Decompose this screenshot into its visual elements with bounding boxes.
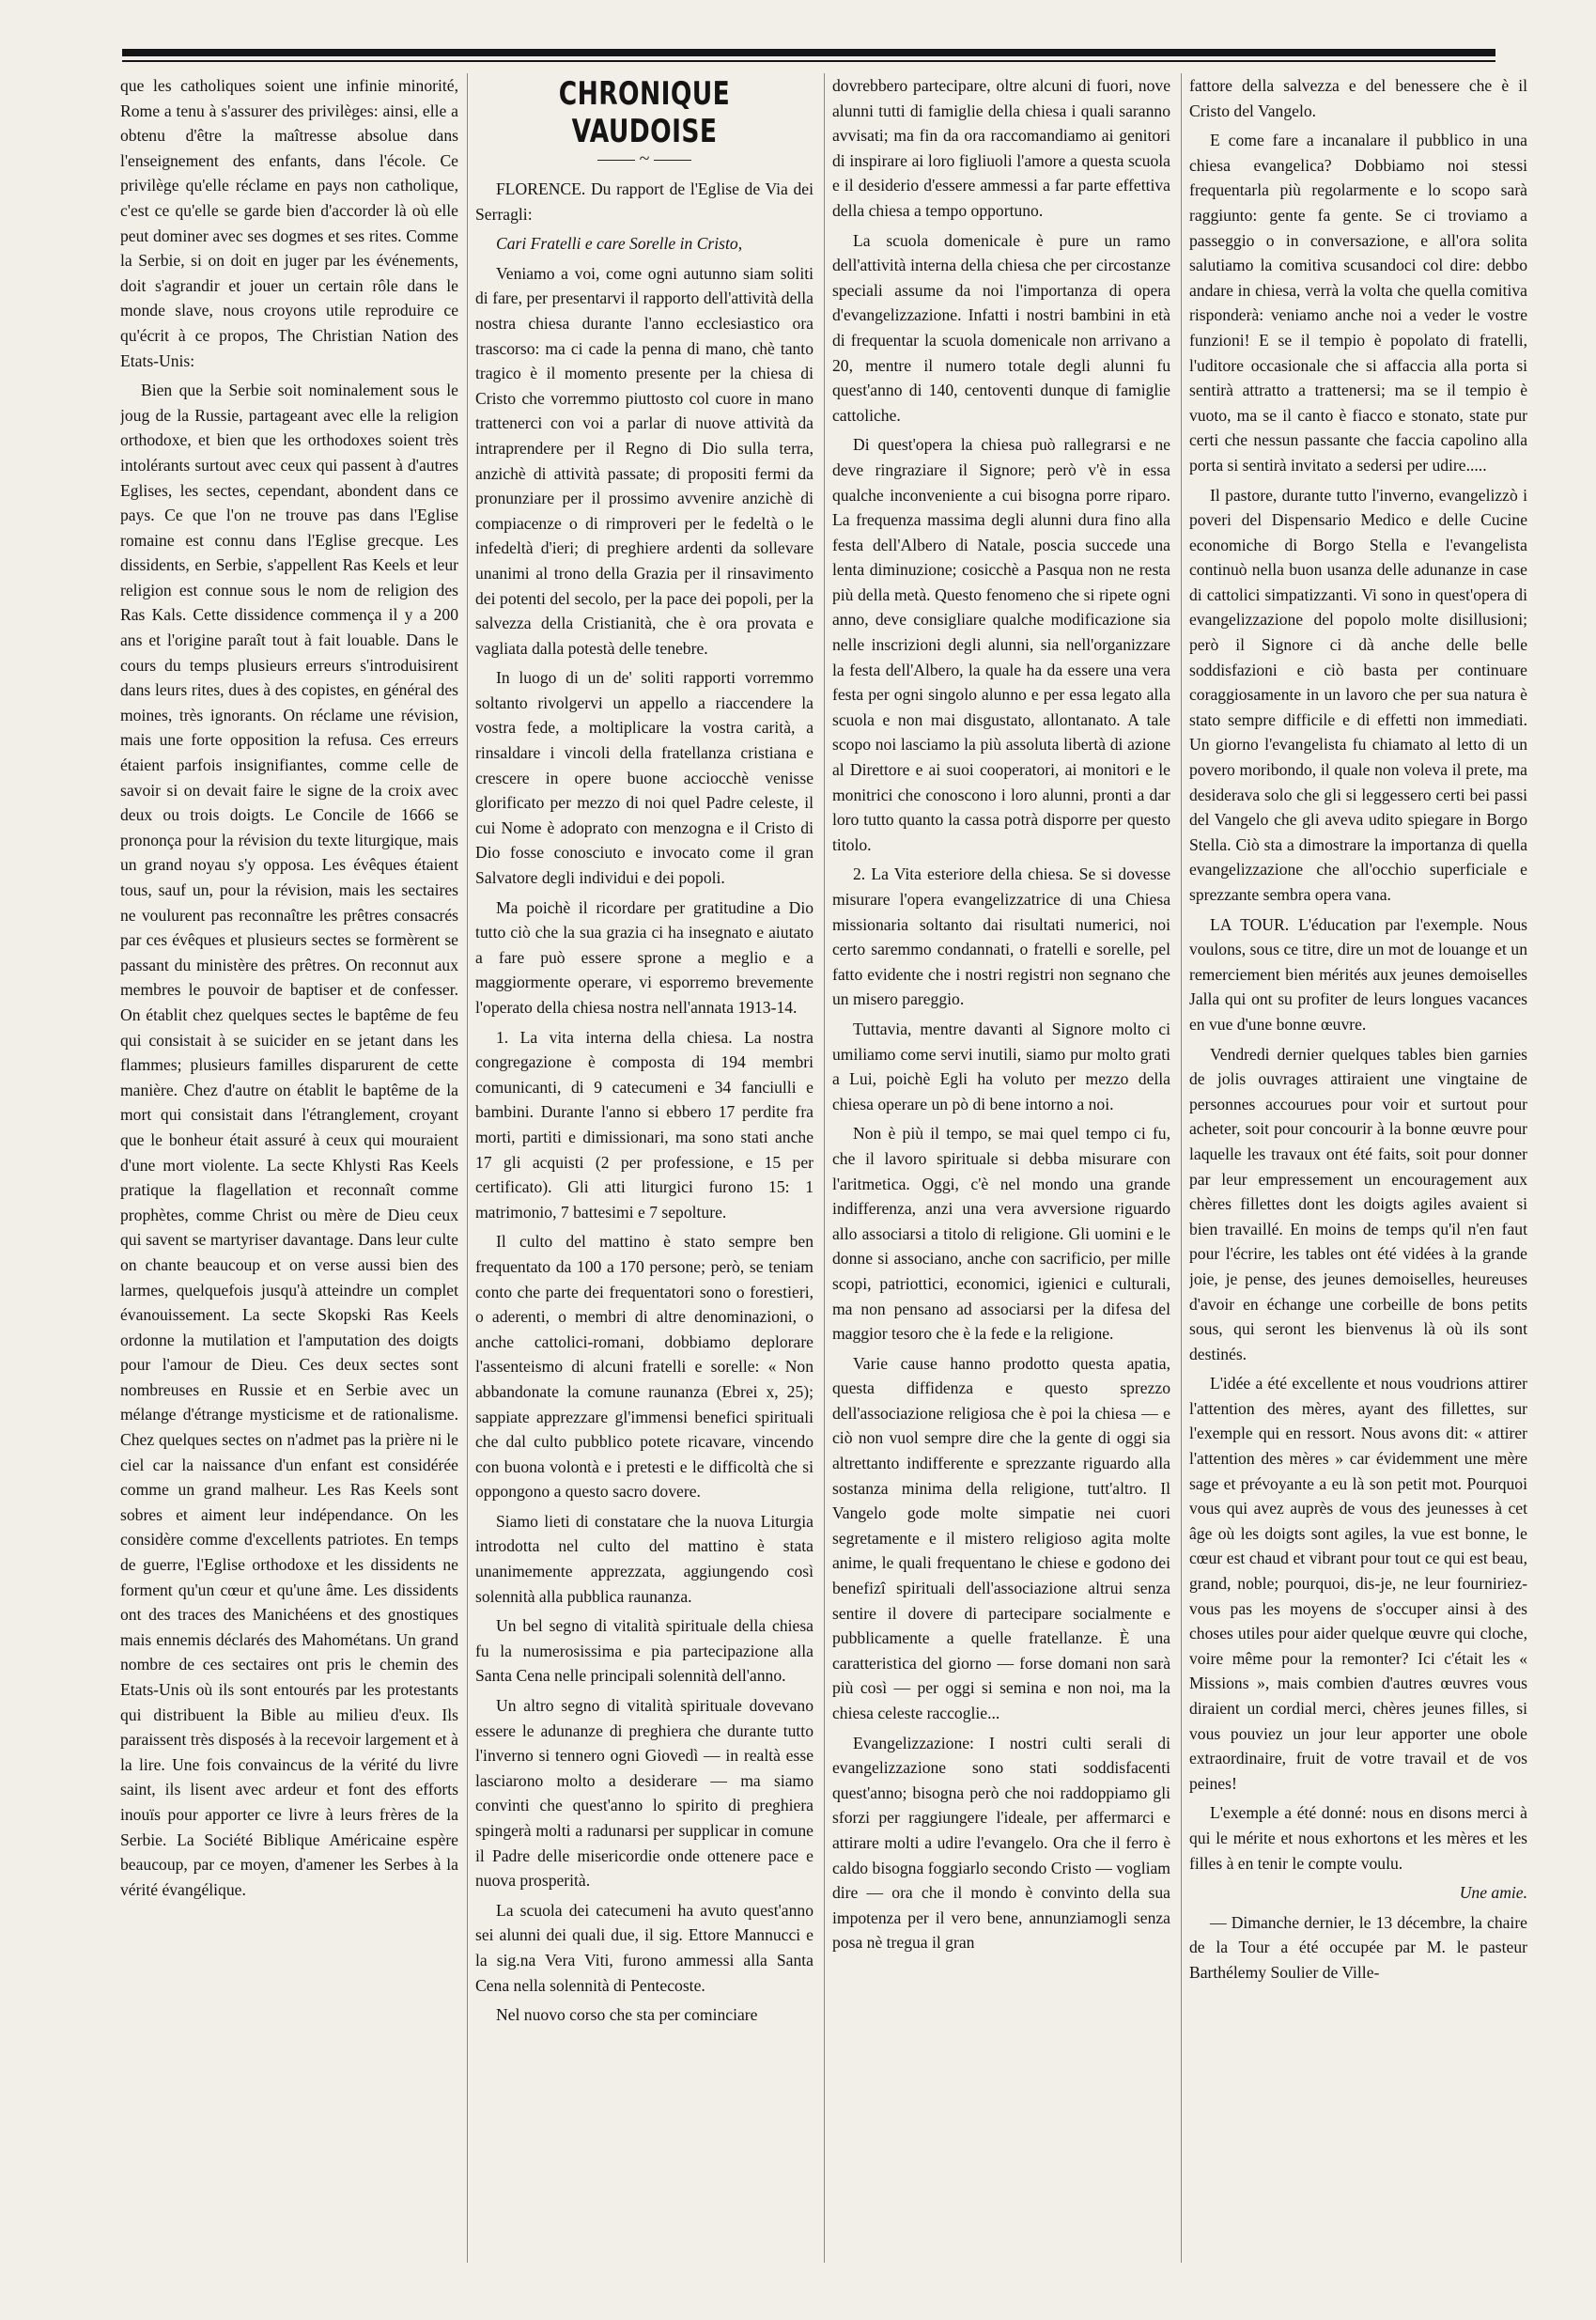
col3-paragraph: Evangelizzazione: I nostri culti serali di evangelizzazione sono stati soddisfacenti quest'anno; bisogna però che noi raddoppiamo gli sforzi per raggiungere l'ideale, per affermarci e attirare molti a udire l'evangelo. Ora che il ferro è caldo bisogna foggiarlo secondo Cristo — vogliam dire — ora che il mondo è convinto della sua impotenza per il vero bene, annunziamogli senza posa nè tregua il gran xyxy=(832,1733,1170,1953)
col2-paragraph: Un bel segno di vitalità spirituale della chiesa fu la numerosissima e pia partecipazione alla Santa Cena nelle principali solennità dell'anno. xyxy=(475,1616,813,1686)
col4-paragraph: Vendredi dernier quelques tables bien garnies de jolis ouvrages attiraient une vingtaine de personnes accourues pour voir et surtout pour acheter, soit pour concourir à la bonne œuvre pour laquelle les travaux ont été faits, soit pour donner par leur empressement un encouragement aux chères fillettes dont les doigts agiles avaient si bien travaillé. En moins de temps qu'il n'en faut pour l'écrire, les tables ont été vidées à la grande joie, je pense, des jeunes demoiselles, heureuses d'avoir en échange une corbeille de bons petits sous, qui seront les bienvenus là où ils sont destinés. xyxy=(1189,1044,1527,1363)
col2-paragraph: Veniamo a voi, come ogni autunno siam soliti di fare, per presentarvi il rapporto dell'attività della nostra chiesa durante l'anno ecclesiastico ora trascorso: ma ci cade la penna di mano, chè tanto tragico è il momento presente per la chiesa di Cristo che vorremmo piuttosto col cuore in mano trattenerci con voi a parlar di nuove attività da intraprendere per il Regno di Dio sulla terra, anzichè di attività passate; di propositi fermi da pronunziare per il prossimo avvenire anzichè di compiacenze o di rimproveri per le fedeltà o le infedeltà d'ieri; di preghiere ardenti da sollevare unanimi al trono della Grazia per il rinsavimento dei potenti del secolo, per la pace dei popoli, per la salvezza della Cristianità, che è ora provata e vagliata dalla potestà delle tenebre. xyxy=(475,263,813,658)
section-heading: CHRONIQUE VAUDOISE xyxy=(558,75,731,150)
col2-paragraph: 1. La vita interna della chiesa. La nostra congregazione è composta di 194 membri comunicanti, di 9 catecumeni e 34 fanciulli e bambini. Durante l'anno si ebbero 17 perdite fra morti, partiti e dimissionari, ma sono stati anche 17 gli acquisti (2 per professione, e 15 per certificato). Gli atti liturgici furono 15: 1 matrimonio, 7 battesimi e 7 sepolture. xyxy=(475,1027,813,1222)
col2-paragraph: Siamo lieti di constatare che la nuova Liturgia introdotta nel culto del mattino è stata unanimemente apprezzata, aggiungendo così solennità alla pubblica raunanza. xyxy=(475,1511,813,1606)
ornament-divider: ~ xyxy=(475,150,813,167)
col1-paragraph: que les catholiques soient une infinie minorité, Rome a tenu à s'assurer des privilèges: ainsi, elle a obtenu d'être la maîtresse absolue dans l'enseignement des enfants, dans l'école. Ce privilège qu'elle réclame en pays non catholique, c'est ce qu'elle se garde bien d'accorder là où elle peut dominer avec ses dogmes et ses rites. Comme la Serbie, si on doit en juger par les événements, doit s'agrandir et jouer un certain rôle dans le monde slave, nous croyons utile reproduire ce qu'écrit à ce propos, The Christian Nation des Etats-Unis: xyxy=(120,76,458,370)
col2-paragraph: Ma poichè il ricordare per gratitudine a Dio tutto ciò che la sua grazia ci ha insegnato e aiutato a fare può essere sprone a meglio e a maggiormente operare, vi esporremo brevemente l'operato della chiesa nostra nell'annata 1913-14. xyxy=(475,897,813,1017)
col3-paragraph: 2. La Vita esteriore della chiesa. Se si dovesse misurare l'opera evangelizzatrice di una Chiesa missionaria soltanto dai risultati numerici, noi certo saremmo condannati, o fratelli e sorelle, pel fatto evidente che i nostri registri non segnano che un misero pareggio. xyxy=(832,864,1170,1009)
column-separator xyxy=(1181,73,1182,2263)
salutation: Cari Fratelli e care Sorelle in Cristo, xyxy=(496,234,743,254)
col2-paragraph: La scuola dei catecumeni ha avuto quest'anno sei alunni dei quali due, il sig. Ettore Mannucci e la sig.na Vera Viti, furono ammessi alla Santa Cena nella solennità di Pentecoste. xyxy=(475,1900,813,1995)
top-rule-thin xyxy=(122,60,1495,62)
col4-paragraph: Il pastore, durante tutto l'inverno, evangelizzò i poveri del Dispensario Medico e delle Cucine economiche di Borgo Stella e l'evangelista continuò nella buon usanza delle adunanze in case di cattolici simpatizzanti. Vi sono in quest'opera di evangelizzazione del popolo molte disillusioni; però il Signore ci dà anche delle belle soddisfazioni e ciò basta per continuare coraggiosamente in un lavoro che per sua natura è stato sempre difficile e di effetti non immediati. Un giorno l'evangelista fu chiamato al letto di un povero moribondo, il quale non voleva il prete, ma desiderava solo che gli si leggessero certi bei passi del Vangelo che gli aveva udito spiegare in Borgo Stella. Ciò sta a dimostrare la importanza di quella evangelizzazione che all'occhio superficiale e sprezzante sembra opera vana. xyxy=(1189,485,1527,904)
column-1 xyxy=(120,73,458,2291)
col2-paragraph: Un altro segno di vitalità spirituale dovevano essere le adunanze di preghiera che durante tutto l'inverno si tennero ogni Giovedì — in realtà esse lasciarono molto a desiderare — ma siamo convinti che quest'anno lo spirito di preghiera spingerà molti a radunarsi per supplicar in comune il Padre delle misericordie onde ottenere pace e nuova prosperità. xyxy=(475,1696,813,1891)
col4-paragraph: LA TOUR. L'éducation par l'exemple. Nous voulons, sous ce titre, dire un mot de louange et un remerciement bien mérités aux jeunes demoiselles Jalla qui ont su profiter de leurs longues vacances en vue d'une bonne œuvre. xyxy=(1189,914,1527,1034)
col2-paragraph: Il culto del mattino è stato sempre ben frequentato da 100 a 170 persone; però, se teniam conto che parte dei frequentatori sono o forestieri, o aderenti, o membri di altre denominazioni, o anche cattolici-romani, dobbiamo deplorare l'assenteismo di alcuni fratelli e sorelle: « Non abbandonate la comune raunanza (Ebrei x, 25); sappiate apprezzare gl'immensi benefici spirituali che dal culto pubblico potete ricavare, vincendo con buona volontà e i pretesti e le difficoltà che si oppongono a questo sacro dovere. xyxy=(475,1232,813,1502)
col4-paragraph: fattore della salvezza e del benessere che è il Cristo del Vangelo. xyxy=(1189,76,1527,120)
signature: Une amie. xyxy=(1459,1883,1527,1903)
column-separator xyxy=(467,73,468,2263)
col3-paragraph: Non è più il tempo, se mai quel tempo ci fu, che il lavoro spirituale si debba misurare con l'aritmetica. Oggi, c'è nel mondo una grande indifferenza, anzi una vera avversione riguardo allo associarsi a titolo di religione. Gli uomini e le donne si associano, anche con sacrificio, per mille scopi, patriottici, economici, igienici e culturali, ma non pensano ad associarsi per la difesa del maggior tesoro che è la fede e la religione. xyxy=(832,1124,1170,1344)
col4-paragraph: E come fare a incanalare il pubblico in una chiesa evangelica? Dobbiamo noi stessi frequentarla più regolarmente e lo scopo sarà raggiunto: gente fa gente. Se ci troviamo a passeggio o in conversazione, e all'ora solita salutiamo la comitiva scusandoci col dire: debbo andare in chiesa, verrà la volta che quella comitiva risponderà: veniamo anche noi a veder le vostre funzioni! E se il tempio è popolato di fratelli, l'uditore occasionale che si affaccia alla porta si sentirà attratto a trattenersi; ma se il tempio è vuoto, ma se il canto è fiacco e stonato, state pur certi che nessun passante che faccia capolino alla porta si sentirà invitato a sedersi per udire..... xyxy=(1189,131,1527,475)
col4-closing: — Dimanche dernier, le 13 décembre, la chaire de la Tour a été occupée par M. le pasteur Barthélemy Soulier de Ville- xyxy=(1189,1912,1527,1982)
col3-paragraph: Tuttavia, mentre davanti al Signore molto ci umiliamo come servi inutili, siamo pur molto grati a Lui, poichè Egli ha voluto per mezzo della chiesa operare un pò di bene intorno a noi. xyxy=(832,1019,1170,1113)
top-rule xyxy=(122,49,1495,56)
col3-paragraph: Varie cause hanno prodotto questa apatia, questa diffidenza e questo sprezzo dell'associazione religiosa che è poi la chiesa — e ciò non vuol sempre dire che la gente di oggi sia altrettanto indifferente e sprezzante riguardo alla sostanza minima della religione, tutt'altro. Il Vangelo gode molte simpatie nei cuori segretamente e il mistero religioso agita molte anime, le quali frequentano le chiese e godono dei benefizî spirituali dell'associazione altrui senza sentire il dovere di partecipare socialmente e pubblicamente a quelle fratellanze. È una caratteristica del giorno — forse domani non sarà più così — per oggi si semina e non noi, ma la chiesa celeste raccoglie... xyxy=(832,1353,1170,1722)
newspaper-page xyxy=(120,73,1527,2291)
column-separator xyxy=(824,73,825,2263)
col3-paragraph: La scuola domenicale è pure un ramo dell'attività interna della chiesa che per circostanze speciali assume da noi l'importanza di opera d'evangelizzazione. Infatti i nostri bambini in età di frequentar la scuola domenicale non arrivano a 20, mentre il numero totale degli alunni fu quest'anno di 140, centoventi dunque di famiglie cattoliche. xyxy=(832,230,1170,425)
report-intro: FLORENCE. Du rapport de l'Eglise de Via dei Serragli: xyxy=(475,179,813,224)
col1-paragraph: Bien que la Serbie soit nominalement sous le joug de la Russie, partageant avec elle la religion orthodoxe, et bien que les orthodoxes soient très intolérants surtout avec ceux qui passent à d'autres Eglises, les sectes, cependant, abondent dans ce pays. Ce que l'on ne trouve pas dans l'Eglise romaine est connu dans l'Eglise grecque. Les dissidents, en Serbie, s'appellent Ras Keels et leur religion est connue sous le nom de religion des Ras Kals. Cette dissidence commença il y a 200 ans et l'origine paraît tout à fait louable. Dans le cours du temps plusieurs erreurs s'introduisirent dans leurs rites, dues à des copistes, en général des moines, très ignorants. On réclame une révision, mais une forte opposition la refusa. Ces erreurs étaient parfois insignifiantes, comme celle de savoir si on devait faire le signe de la croix avec deux ou trois doigts. Le Concile de 1666 se prononça pour la révision du texte liturgique, mais un grand noyau s'y opposa. Les évêques étaient tous, sauf un, pour la révision, mais les sectaires ne voulurent pas reconnaître les prêtres consacrés par ces évêques et plusieurs sectes se formèrent se passant du ministère des prêtres. On reconnut aux membres le pouvoir de baptiser et de confesser. On établit chez quelques sectes le baptême de feu qui consistait à se suicider en se jetant dans les flammes; plusieurs familles disparurent de cette manière. Chez d'autre on établit le baptême de la mort qui consistait dans l'étranglement, croyant que le bonheur était assuré à ceux qui mouraient d'une mort violente. La secte Khlysti Ras Keels pratique la flagellation et reconnaît comme prophètes, comme Christ ou mère de Dieu ceux qui savent se martyriser davantage. Dans leur culte on chante beaucoup et on verse aussi bien des larmes, quelquefois jusqu'à atteindre un complet évanouissement. La secte Skopski Ras Keels ordonne la mutilation et l'amputation des doigts pour l'amour de Dieu. Ces deux sectes sont nombreuses en Russie et en Serbie avec un mélange d'étrange mysticisme et de rationalisme. Chez quelques sectes on n'admet pas la prière ni le ciel car la naissance d'un enfant est considérée comme un grand malheur. Les Ras Keels sont sobres et aiment leur indépendance. On les considère comme d'excellents patriotes. En temps de guerre, l'Eglise orthodoxe et les dissidents ne forment qu'un cœur et qu'une âme. Les dissidents ont des traces des Manichéens et des gnostiques mais ennemis déclarés des Mahométans. Un grand nombre de ces sectaires ont pris le chemin des Etats-Unis où ils sont entourés par les protestants qui distribuent la Bible au milieu d'eux. Ils paraissent très disposés à la recevoir largement et à la lire. Une fois convaincus de la vérité du livre saint, ils lisent avec ardeur et font des efforts inouïs pour apporter ce livre à leurs frères de la Serbie. La Société Biblique Américaine espère beaucoup, par ce moyen, d'amener les Serbes à la vérité évangélique. xyxy=(120,381,458,1899)
col2-paragraph: Nel nuovo corso che sta per cominciare xyxy=(496,2005,758,2025)
col3-paragraph: dovrebbero partecipare, oltre alcuni di fuori, nove alunni tutti di famiglie della chiesa i quali saranno avvisati; ma fin da ora raccomandiamo ai genitori di inspirare ai loro figliuoli l'amore a questa scuola e il desiderio d'essere ammessi a far parte effettiva della chiesa a tempo opportuno. xyxy=(832,76,1170,220)
col2-paragraph: In luogo di un de' soliti rapporti vorremmo soltanto rivolgervi un appello a riaccendere la vostra fede, a moltiplicare la vostra carità, a rinsaldare i vincoli della fratellanza cristiana e crescere in opere buone acciocchè venisse glorificato per mezzo di noi quel Padre celeste, il cui Nome è adoprato con menzogna e il Cristo di Dio fosse conosciuto e invocato come il gran Salvatore degli individui e dei popoli. xyxy=(475,668,813,888)
column-2 xyxy=(475,73,813,2291)
col4-paragraph: L'exemple a été donné: nous en disons merci à qui le mérite et nous exhortons et les mères et les filles à en tenir le compte voulu. xyxy=(1189,1803,1527,1873)
col3-paragraph: Di quest'opera la chiesa può rallegrarsi e ne deve ringraziare il Signore; però v'è in essa qualche inconveniente a cui bisogna porre riparo. La frequenza massima degli alunni dura fino alla festa dell'Albero di Natale, poscia succede una lenta diminuzione; cosicchè a Pasqua non ne resta più della metà. Questo fenomeno che si ripete ogni anno, deve consigliare qualche modificazione sia nelle inscrizioni degli alunni, sia nell'organizzare la festa dell'Albero, la quale ha da essere una vera festa per ogni singolo alunno e per essa legato alla scuola e non mai disgustato, allontanato. A tale scopo noi lasciamo la più assoluta libertà di azione al Direttore e ai suoi cooperatori, ai monitori e le monitrici che conoscono i loro alunni, pronti a dar loro tutto quanto la cassa potrà disporre per questo titolo. xyxy=(832,435,1170,854)
col4-paragraph: L'idée a été excellente et nous voudrions attirer l'attention des mères, ayant des fillettes, sur l'exemple qui en ressort. Nous avons dit: « attirer l'attention des mères » car évidemment une mère sage et prévoyante a eu là son petit mot. Pourquoi vous qui avez auprès de vous des jeunesses à cet âge où les doigts sont agiles, la vue est bonne, le cœur est chaud et vibrant pour tout ce qui est beau, grand, noble; pourquoi, dis-je, ne leur fourniriez-vous pas les moyens de s'occuper ainsi à des choses utiles pour aider quelque œuvre qui cloche, voire même pour la remonter? Ici c'était les « Missions », mais combien d'autres œuvres vous diraient un cordial merci, chères jeunes filles, si vous pouviez un jour leur apporter une obole extraordinaire, fruit de votre travail et de vos peines! xyxy=(1189,1374,1527,1793)
column-3 xyxy=(832,73,1170,2291)
column-4 xyxy=(1189,73,1527,2291)
